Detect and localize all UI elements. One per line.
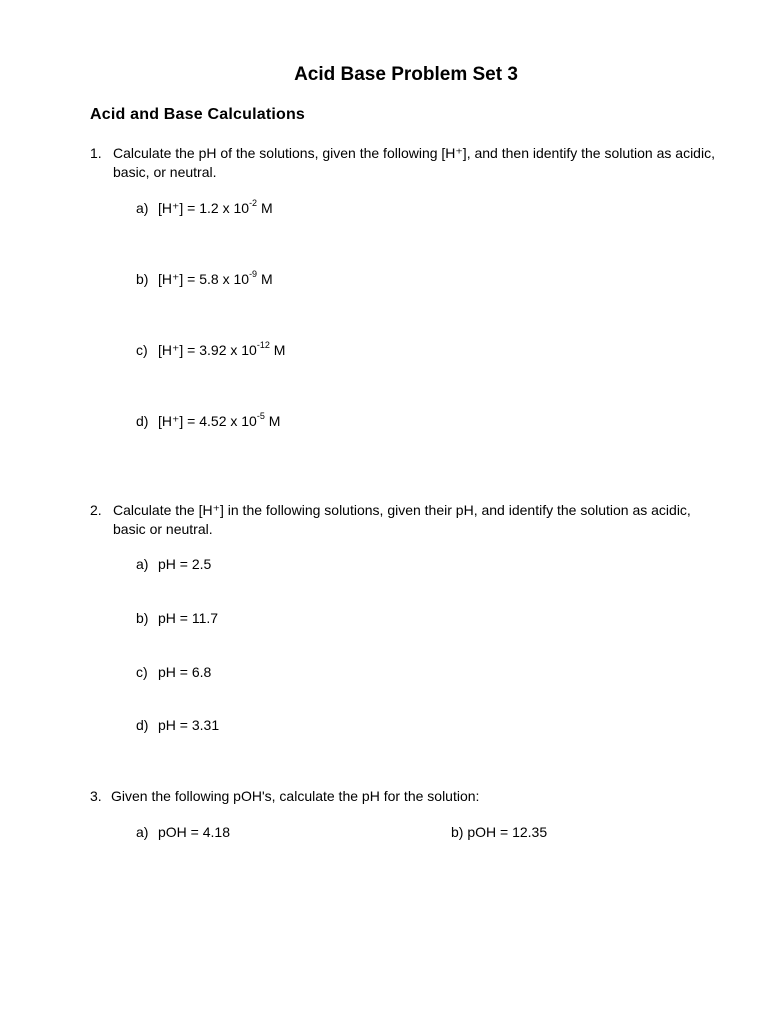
part-unit: M xyxy=(257,200,273,216)
section-heading: Acid and Base Calculations xyxy=(90,106,306,123)
part-exponent: -2 xyxy=(249,198,258,209)
part-unit: M xyxy=(257,271,273,287)
part-letter: b) xyxy=(136,610,149,626)
part-letter: d) xyxy=(136,413,149,429)
part-expression: [H⁺] = 4.52 x 10 xyxy=(158,413,257,429)
question-number: 2. xyxy=(90,502,102,518)
question-text: Calculate the [H⁺] in the following solutions, given their pH, and identify the solution as acidic, basic or neutral. xyxy=(113,502,691,537)
q1-part-c xyxy=(136,341,285,360)
q2-part-a xyxy=(136,555,211,574)
question-number: 3. xyxy=(90,788,102,804)
part-letter: a) xyxy=(136,556,149,572)
q2-part-c xyxy=(136,663,211,682)
q3-part-b xyxy=(451,823,547,842)
part-value: pH = 6.8 xyxy=(158,664,212,680)
part-exponent: -9 xyxy=(249,269,258,280)
part-letter: b) xyxy=(136,271,149,287)
question-text: Calculate the pH of the solutions, given the following [H⁺], and then identify the solution as acidic, basic, or neutral. xyxy=(113,145,715,180)
q3-part-a xyxy=(136,823,230,842)
part-letter: c) xyxy=(136,664,148,680)
part-value: pH = 3.31 xyxy=(158,717,220,733)
part-value: pOH = 4.18 xyxy=(158,824,230,840)
part-letter: a) xyxy=(136,824,149,840)
part-unit: M xyxy=(269,342,286,358)
part-letter: d) xyxy=(136,717,149,733)
q2-part-b xyxy=(136,609,218,628)
part-exponent: -5 xyxy=(256,411,265,422)
part-unit: M xyxy=(264,413,281,429)
part-value: pOH = 12.35 xyxy=(467,824,548,840)
q1-part-a xyxy=(136,199,273,218)
part-value: pH = 11.7 xyxy=(158,610,219,626)
page-title: Acid Base Problem Set 3 xyxy=(294,64,518,85)
part-expression: [H⁺] = 3.92 x 10 xyxy=(158,342,257,358)
part-expression: [H⁺] = 5.8 x 10 xyxy=(158,271,250,287)
q1-part-d xyxy=(136,412,280,431)
question-number: 1. xyxy=(90,145,102,161)
q2-part-d xyxy=(136,716,219,735)
part-letter: c) xyxy=(136,342,148,358)
part-exponent: -12 xyxy=(256,340,270,351)
question-text: Given the following pOH's, calculate the pH for the solution: xyxy=(111,788,480,804)
part-value: pH = 2.5 xyxy=(158,556,212,572)
part-expression: [H⁺] = 1.2 x 10 xyxy=(158,200,250,216)
part-letter: a) xyxy=(136,200,149,216)
q1-part-b xyxy=(136,270,273,289)
part-letter: b) xyxy=(451,824,464,840)
